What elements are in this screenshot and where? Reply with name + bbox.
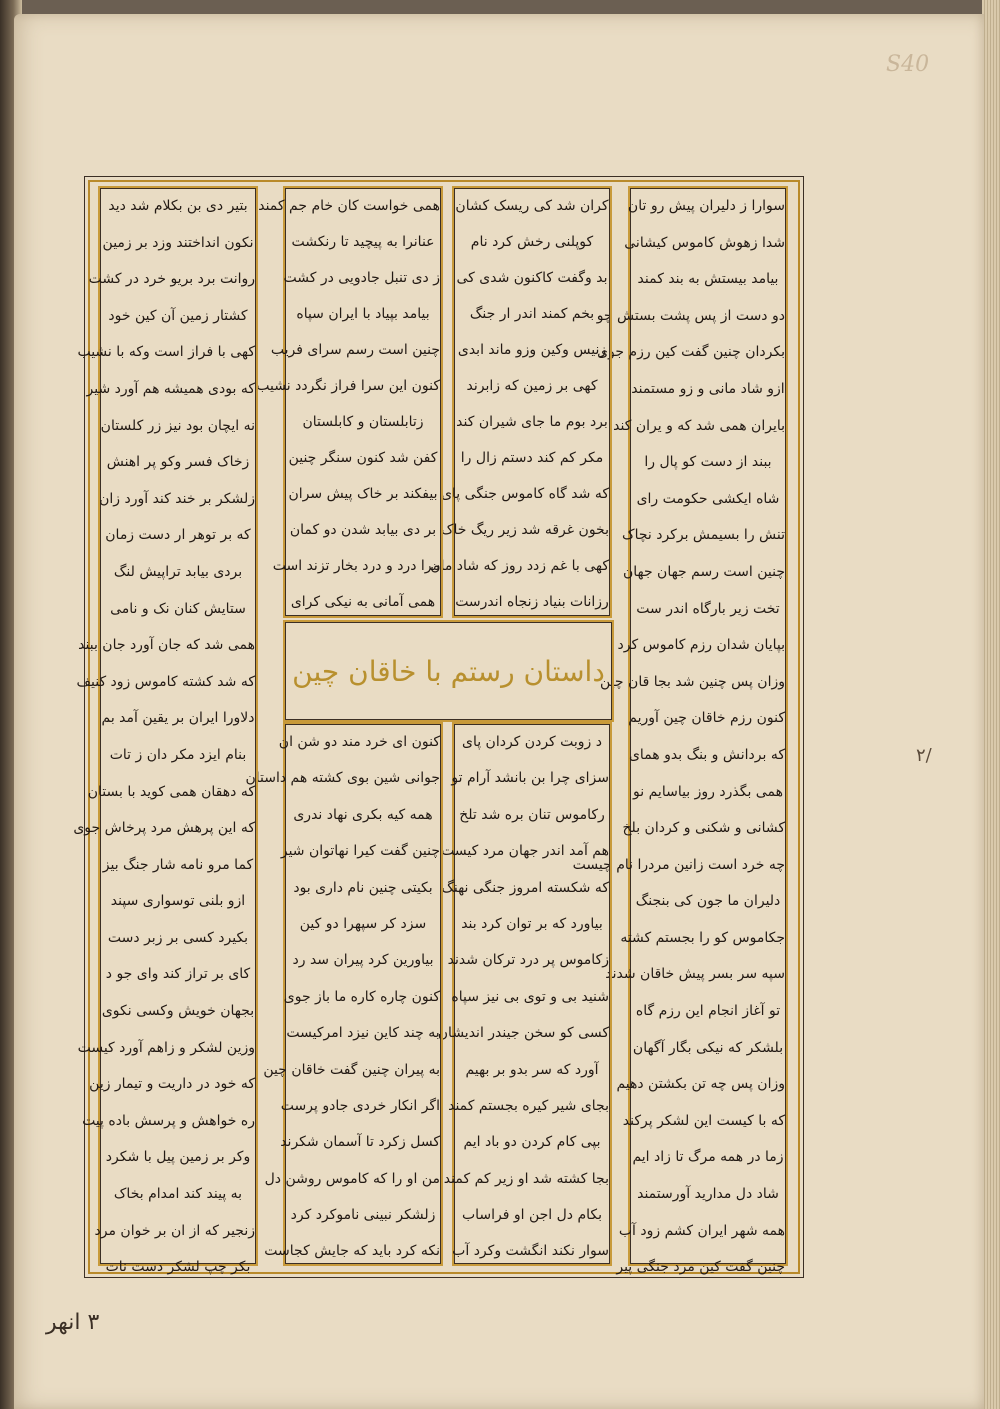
column-right [572, 188, 786, 1276]
verse-line: بجای شیر کیره بجستم کمند [448, 1097, 609, 1114]
verse-line: سوار نکند انگشت وکرد آب [452, 1243, 609, 1260]
verse-line: وکر بر زمین پیل با شکرد [105, 1149, 251, 1166]
verse-line: زما در همه مرگ تا زاد ایم [632, 1149, 784, 1166]
verse-line: بردی بیابد تراپیش لنگ [113, 563, 243, 580]
verse-line: ببند از دست کو پال را [644, 454, 772, 471]
verse-line: به چند کاین نیزد امرکیست [286, 1025, 440, 1042]
verse-line: به پیند کند امدام بخاک [113, 1186, 243, 1203]
verse-line: نکون انداختند وزد بر زمین [102, 234, 254, 251]
verse-line: ره خواهش و پرسش باده پیت [82, 1112, 255, 1129]
column-mid-left-bottom [245, 724, 441, 1264]
verse-line: همه کیه بکری نهاد ندری [293, 806, 433, 823]
column-mid-left-top [256, 188, 441, 616]
verse-line: ستایش کنان نک و نامی [110, 600, 246, 617]
verse-line: روانت برد بریو خرد در کشت [88, 271, 255, 288]
verse-line: همی شد که جان آورد جان ببند [78, 637, 255, 654]
column-mid-right-top [430, 188, 610, 616]
verse-line: سزای چرا بن بانشد آرام تو [451, 770, 609, 787]
verse-line: سزد کر سپهرا دو کین [299, 915, 427, 932]
verse-line: رزانات بنیاد زنجاه اندرست [455, 594, 609, 610]
verse-line: بیاورد که بر توان کرد بند [461, 915, 603, 932]
verse-line: اگر انکار خردی جادو پرست [280, 1097, 440, 1114]
verse-line: شاه ایکشی حکومت رای [636, 490, 780, 507]
verse-line: بکیتی چنین نام داری بود [293, 879, 433, 896]
verse-line: که شد کشته کاموس زود کنیف [76, 673, 255, 690]
text-frame [73, 180, 800, 1276]
verse-line: به پیران چنین گفت خاقان چین [263, 1061, 440, 1078]
verse-line: بپی کام کردن دو باد ایم [463, 1134, 601, 1151]
folio-number: S40 [886, 52, 930, 77]
verse-line: کنون ای خرد مند دو شن ان [278, 734, 440, 750]
verse-line: که بردانش و بنگ بدو همای [628, 746, 785, 763]
verse-line: بد وگفت کاکنون شدی کی [456, 270, 608, 286]
verse-line: کسل زکرد تا آسمان شکرند [280, 1134, 440, 1151]
verse-line: که شکسته امروز جنگی نهنگ [441, 879, 609, 896]
verse-line: ز دی تنبل جادویی در کشت [283, 270, 440, 286]
verse-line: که بر توهر ار دست زمان [105, 527, 251, 544]
verse-line: کهی با غم زدد روز که شاد مان [430, 558, 609, 574]
verse-line: ازو بلنی توسواری سپند [110, 893, 246, 910]
verse-line: وزان پس چه تن بکشتن دهیم [616, 1076, 785, 1093]
verse-line: مکر کم کند دستم زال را [460, 450, 604, 466]
verse-line: بکام دل اجن او فراساب [461, 1207, 603, 1224]
verse-line: شنید بی و توی بی نیز سپاه [451, 988, 609, 1005]
verse-line: سوارا ز دلیران پیش رو تان [627, 198, 785, 214]
verse-line: بتیر دی بن بکلام شد دید [108, 198, 248, 214]
verse-line: ازو شاد مانی و زو مستمند [631, 380, 785, 397]
verse-line: که بودی همیشه هم آورد شیر [86, 380, 255, 397]
verse-line: کشانی و شکنی و کردان بلخ [622, 820, 785, 837]
corner-note: ٣ انهر [46, 1310, 100, 1335]
column-left [73, 188, 256, 1276]
section-heading: داستان رستم با خاقان چین [292, 654, 605, 688]
verse-line: تو آغاز انجام این رزم گاه [635, 1003, 781, 1020]
verse-line: بلشکر که نیکی بگار آگهان [632, 1039, 784, 1056]
margin-mark: ٢/ [916, 745, 932, 766]
verse-line: کهی با فراز است وکه با نشیب [77, 344, 255, 361]
verse-line: تخت زیر بارگاه اندر ست [636, 600, 780, 617]
verse-line: کنون رزم خاقان چین آوریم [628, 710, 785, 727]
verse-line: جکاموس کو را بجستم کشته [620, 929, 785, 946]
verse-line: کفن شد کنون سنگر چنین [288, 450, 438, 466]
verse-line: زکاموس پر درد ترکان شدند [447, 952, 609, 969]
verse-line: من او را که کاموس روشن دل [264, 1170, 440, 1187]
verse-line: زتابلستان و کابلستان [302, 414, 424, 430]
verse-line: بخون غرقه شد زیر ریگ خاک [440, 522, 609, 538]
verse-line: همی آمانی به نیکی کرای [290, 594, 436, 610]
verse-line: بیاورین کرد پیران سد رد [292, 952, 434, 969]
verse-line: زلشکر نبینی ناموکرد کرد [290, 1207, 436, 1224]
verse-line: هم آمد اندر جهان مرد کیست [441, 843, 609, 860]
verse-line: بنام ایزد مکر دان ز تات [109, 746, 247, 763]
verse-line: همه شهر ایران کشم زود آب [618, 1222, 785, 1239]
verse-line: چنین است رسم جهان جهان [622, 563, 785, 580]
verse-line: بکر چپ لشکر دست نات [105, 1259, 251, 1276]
verse-line: که خود در داریت و تیمار زین [89, 1076, 255, 1093]
verse-line: همی بگذرد روز بیاسایم نو [633, 783, 783, 800]
verse-line: دلیران ما جون کی بنجنگ [635, 893, 781, 910]
verse-line: همی خواست کان خام جم کمند [258, 198, 440, 214]
verse-line: وزان پس چنین شد بجا قان چین [600, 673, 785, 690]
verse-line: زلشکر بر خند کند آورد زان [99, 490, 255, 507]
verse-line: د زوبت کردن کردان پای [461, 734, 603, 750]
verse-line: کای بر تراز کند وای جو د [105, 966, 251, 983]
verse-line: زنجیر که از ان بر خوان مرد [94, 1222, 255, 1239]
verse-line: کران شد کی ریسک کشان [455, 198, 609, 214]
verse-line: چنین است رسم سرای فریب [270, 342, 440, 358]
verse-line: بجهان خویش وکسی نکوی [101, 1003, 255, 1020]
verse-line: شاد دل مدارید آورستمند [637, 1186, 779, 1203]
verse-line: عنانرا به پیچید تا رنکشت [291, 234, 435, 250]
verse-line: که دهقان همی کوید با بستان [87, 783, 255, 800]
verse-line: کهی بر زمین که زابرند [466, 378, 598, 394]
column-mid-right-bottom [437, 724, 610, 1264]
verse-line: بر دی بیابد شدن دو کمان [289, 522, 437, 538]
verse-line: کسی کو سخن جیندر اندیشان [437, 1025, 609, 1042]
verse-line: بکردان چنین گفت کین رزم جوی [597, 344, 785, 361]
verse-line: بیفکند بر خاک پیش سران [288, 486, 438, 502]
verse-line: کما مرو نامه شار جنگ بیز [102, 856, 254, 873]
verse-line: که این پرهش مرد پرخاش جوی [73, 820, 255, 837]
verse-line: وزین لشکر و زاهم آورد کیست [77, 1039, 255, 1056]
verse-line: چه خرد است زانین مردرا نام چیست [572, 856, 785, 873]
verse-line: کوپلنی رخش کرد نام [470, 234, 594, 250]
verse-line: چنین گفت کین مرد جنگی پیر [616, 1259, 785, 1276]
verse-line: کشتار زمین آن کین خود [108, 307, 248, 324]
section-heading-box [285, 622, 612, 720]
verse-line: دو دست از پس پشت بستش چو [596, 307, 785, 324]
verse-line: بیامد بپیاد با ایران سپاه [296, 306, 430, 322]
verse-line: بکیرد کسی بر زبر دست [107, 929, 249, 946]
verse-line: بپایان شدان رزم کاموس کرد [617, 637, 785, 654]
verse-line: جوانی شین بوی کشته هم داستان [245, 770, 440, 787]
verse-line: کنون چاره کاره ما باز جوی [283, 988, 440, 1005]
verse-line: چنین گفت کیرا نهاتوان شیر [280, 843, 440, 860]
verse-line: شدا زهوش کاموس کیشانی [624, 234, 785, 251]
verse-line: نه ایچان بود نیز زر کلستان [100, 417, 255, 434]
page-edges [982, 0, 1000, 1409]
verse-line: نکه کرد باید که جایش کجاست [264, 1243, 440, 1260]
verse-line: زنیس وکین وزو ماند ابدی [457, 342, 607, 358]
verse-line: که شد گاه کاموس جنگی پای [441, 486, 609, 502]
verse-line: بخم کمند اندر ار جنگ [469, 306, 595, 322]
verse-line: بایران همی شد که و یران کند [613, 417, 785, 434]
verse-line: کنون این سرا فراز نگردد نشیب [256, 378, 440, 394]
verse-line: برد بوم ما جای شیران کند [456, 414, 608, 430]
verse-line: که با کیست این لشکر پرکند [622, 1112, 785, 1129]
verse-line: زخاک فسر وکو پر اهنش [106, 454, 250, 471]
verse-line: تنش را بسیمش برکرد نچاک [622, 527, 785, 544]
verse-line: بجا کشته شد او زیر کم کمند [443, 1170, 609, 1187]
verse-line: بیامد بیستش به بند کمند [637, 271, 779, 288]
verse-line: سپه سر بسر پیش خاقان شدند [605, 966, 785, 983]
verse-line: آورد که سر بدو بر بهیم [465, 1061, 599, 1078]
verse-line: رکاموس تنان بره شد تلخ [459, 806, 605, 823]
verse-line: دلاورا ایران بر یقین آمد بم [101, 710, 255, 727]
verse-line: مرا درد و درد بخار تزند است [272, 558, 440, 574]
